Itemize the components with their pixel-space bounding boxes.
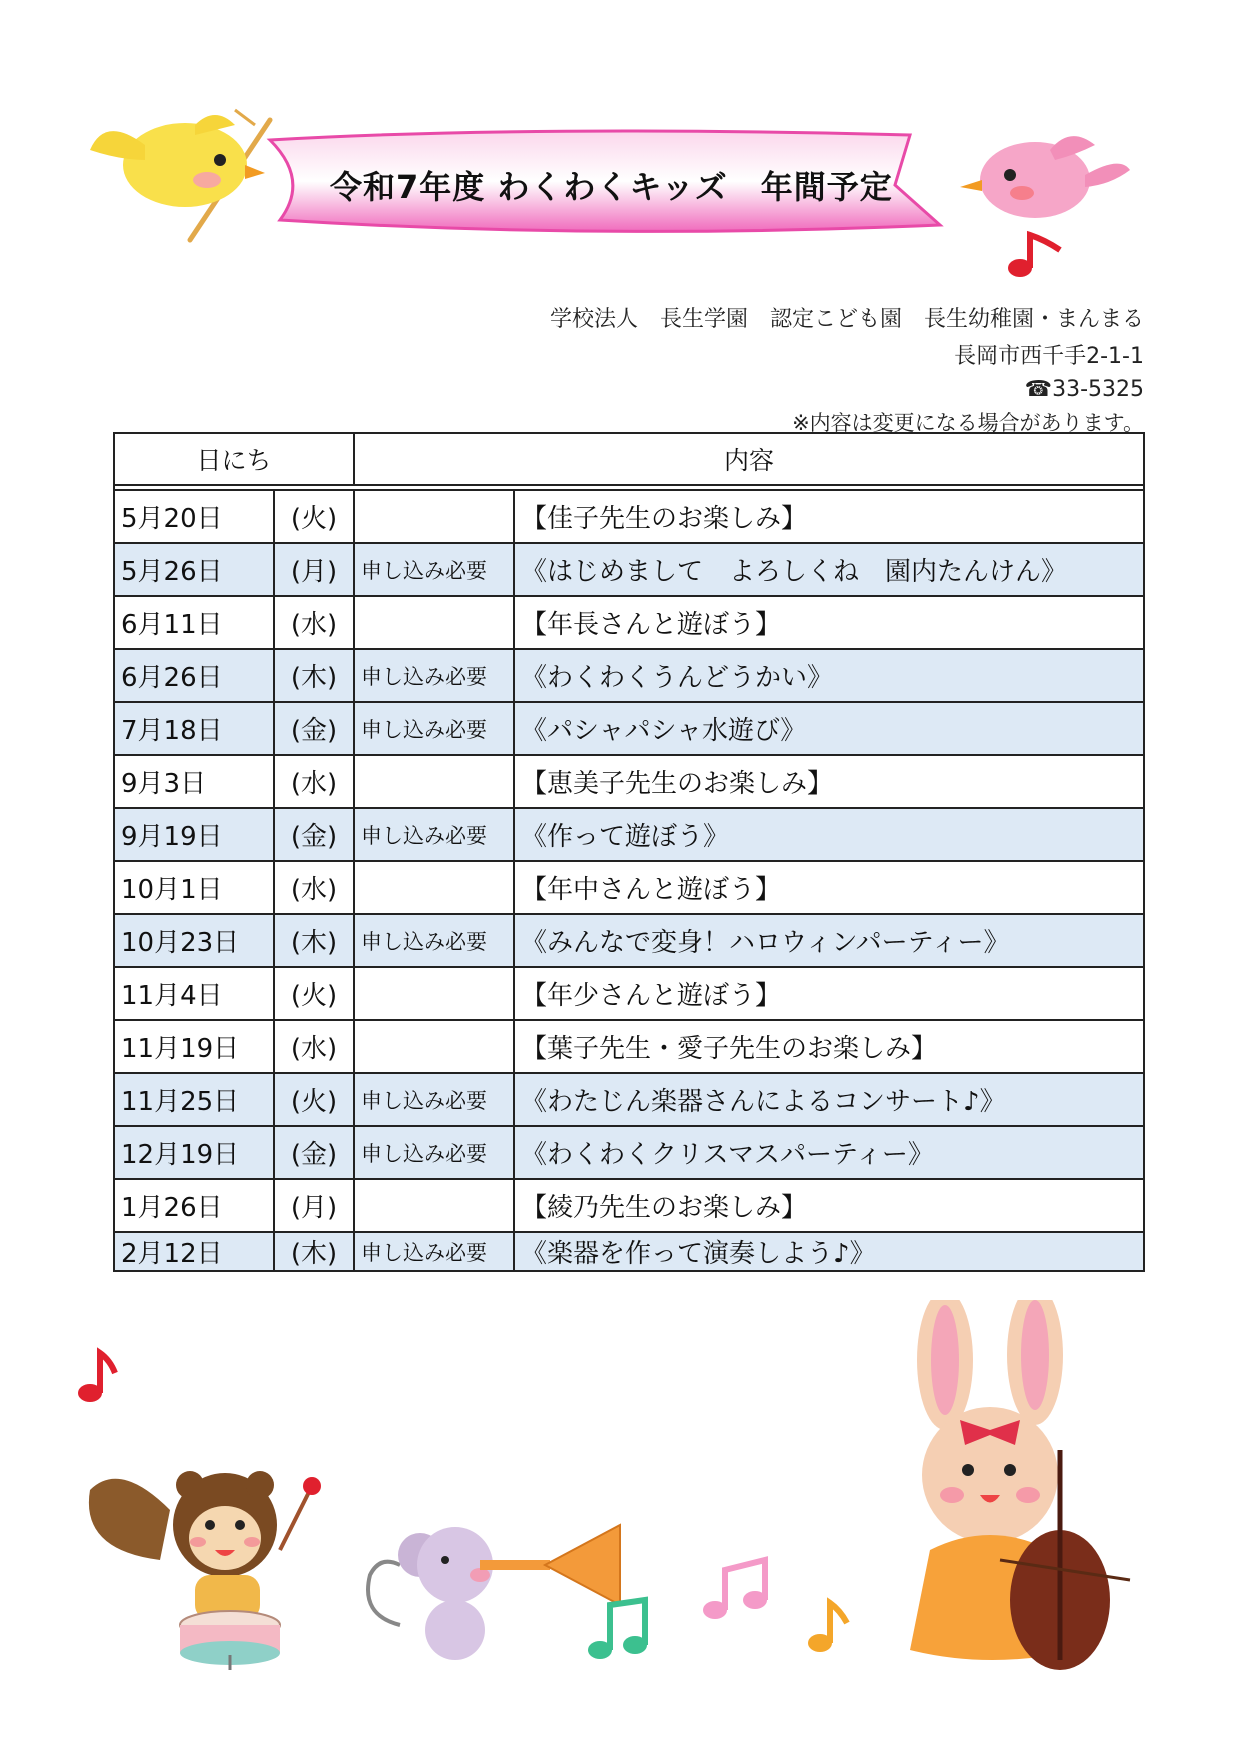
table-row xyxy=(114,543,1144,596)
registration-required-cell xyxy=(354,1020,514,1073)
registration-required-cell xyxy=(354,967,514,1020)
registration-required-cell: 申し込み必要 xyxy=(354,1073,514,1126)
table-row xyxy=(114,861,1144,914)
weekday-cell: (水) xyxy=(274,755,354,808)
date-cell: 7月18日 xyxy=(114,702,274,755)
table-row xyxy=(114,1073,1144,1126)
table-row xyxy=(114,1126,1144,1179)
registration-required-cell: 申し込み必要 xyxy=(354,1232,514,1271)
page-title: 令和7年度 わくわくキッズ 年間予定 xyxy=(330,168,893,206)
school-address: 長岡市西千手2-1-1 xyxy=(954,344,1144,369)
weekday-cell: (水) xyxy=(274,861,354,914)
event-content-cell: 【恵美子先生のお楽しみ】 xyxy=(514,755,1144,808)
weekday-cell: (火) xyxy=(274,490,354,543)
event-content-cell: 【葉子先生・愛子先生のお楽しみ】 xyxy=(514,1020,1144,1073)
date-cell: 2月12日 xyxy=(114,1232,274,1271)
date-cell: 1月26日 xyxy=(114,1179,274,1232)
event-content-cell: 《作って遊ぼう》 xyxy=(514,808,1144,861)
music-note-icon xyxy=(585,1595,655,1665)
weekday-cell: (火) xyxy=(274,967,354,1020)
date-cell: 5月26日 xyxy=(114,543,274,596)
weekday-cell: (水) xyxy=(274,1020,354,1073)
school-name: 学校法人 長生学園 認定こども園 長生幼稚園・まんまる xyxy=(549,307,1144,332)
table-row xyxy=(114,490,1144,543)
event-content-cell: 《みんなで変身！ハロウィンパーティー》 xyxy=(514,914,1144,967)
event-content-cell: 【綾乃先生のお楽しみ】 xyxy=(514,1179,1144,1232)
table-row xyxy=(114,755,1144,808)
squirrel-drummer-illustration xyxy=(80,1430,340,1670)
registration-required-cell: 申し込み必要 xyxy=(354,702,514,755)
table-row xyxy=(114,1179,1144,1232)
registration-required-cell xyxy=(354,596,514,649)
date-cell: 10月1日 xyxy=(114,861,274,914)
weekday-cell: (金) xyxy=(274,1126,354,1179)
weekday-cell: (金) xyxy=(274,808,354,861)
weekday-cell: (木) xyxy=(274,914,354,967)
table-row xyxy=(114,596,1144,649)
table-row xyxy=(114,1232,1144,1271)
registration-required-cell: 申し込み必要 xyxy=(354,1126,514,1179)
date-cell: 11月25日 xyxy=(114,1073,274,1126)
weekday-cell: (金) xyxy=(274,702,354,755)
table-row xyxy=(114,702,1144,755)
event-content-cell: 《わたじん楽器さんによるコンサート♪》 xyxy=(514,1073,1144,1126)
music-note-icon xyxy=(75,1345,125,1405)
table-row xyxy=(114,967,1144,1020)
table-row xyxy=(114,914,1144,967)
date-cell: 12月19日 xyxy=(114,1126,274,1179)
table-row xyxy=(114,649,1144,702)
weekday-cell: (水) xyxy=(274,596,354,649)
registration-required-cell xyxy=(354,490,514,543)
schedule-table xyxy=(113,432,1145,1272)
yellow-bird-illustration xyxy=(85,105,265,215)
music-note-icon xyxy=(805,1595,855,1655)
weekday-cell: (木) xyxy=(274,1232,354,1271)
event-content-cell: 【年中さんと遊ぼう】 xyxy=(514,861,1144,914)
rabbit-cello-illustration xyxy=(890,1300,1150,1680)
date-cell: 6月26日 xyxy=(114,649,274,702)
registration-required-cell xyxy=(354,861,514,914)
table-row xyxy=(114,808,1144,861)
music-note-icon xyxy=(700,1555,780,1625)
date-cell: 11月19日 xyxy=(114,1020,274,1073)
date-cell: 5月20日 xyxy=(114,490,274,543)
event-content-cell: 《パシャパシャ水遊び》 xyxy=(514,702,1144,755)
event-content-cell: 《はじめまして よろしくね 園内たんけん》 xyxy=(514,543,1144,596)
pink-bird-illustration xyxy=(960,125,1130,225)
date-cell: 9月3日 xyxy=(114,755,274,808)
event-content-cell: 【年長さんと遊ぼう】 xyxy=(514,596,1144,649)
registration-required-cell: 申し込み必要 xyxy=(354,649,514,702)
school-phone: ☎33-5325 xyxy=(1024,377,1144,402)
weekday-cell: (火) xyxy=(274,1073,354,1126)
weekday-cell: (月) xyxy=(274,543,354,596)
event-content-cell: 【年少さんと遊ぼう】 xyxy=(514,967,1144,1020)
event-content-cell: 《わくわくクリスマスパーティー》 xyxy=(514,1126,1144,1179)
event-content-cell: 【佳子先生のお楽しみ】 xyxy=(514,490,1144,543)
registration-required-cell: 申し込み必要 xyxy=(354,808,514,861)
table-row xyxy=(114,1020,1144,1073)
registration-required-cell xyxy=(354,1179,514,1232)
weekday-cell: (月) xyxy=(274,1179,354,1232)
date-cell: 9月19日 xyxy=(114,808,274,861)
event-content-cell: 《わくわくうんどうかい》 xyxy=(514,649,1144,702)
music-note-icon xyxy=(1005,230,1065,280)
weekday-cell: (木) xyxy=(274,649,354,702)
registration-required-cell: 申し込み必要 xyxy=(354,543,514,596)
event-content-cell: 《楽器を作って演奏しよう♪》 xyxy=(514,1232,1144,1271)
change-note: ※内容は変更になる場合があります。 xyxy=(792,411,1144,435)
date-cell: 10月23日 xyxy=(114,914,274,967)
registration-required-cell: 申し込み必要 xyxy=(354,914,514,967)
date-cell: 11月4日 xyxy=(114,967,274,1020)
header-date: 日にち xyxy=(114,433,354,485)
header-content: 内容 xyxy=(354,433,1144,485)
registration-required-cell xyxy=(354,755,514,808)
table-header-row xyxy=(114,433,1144,485)
date-cell: 6月11日 xyxy=(114,596,274,649)
